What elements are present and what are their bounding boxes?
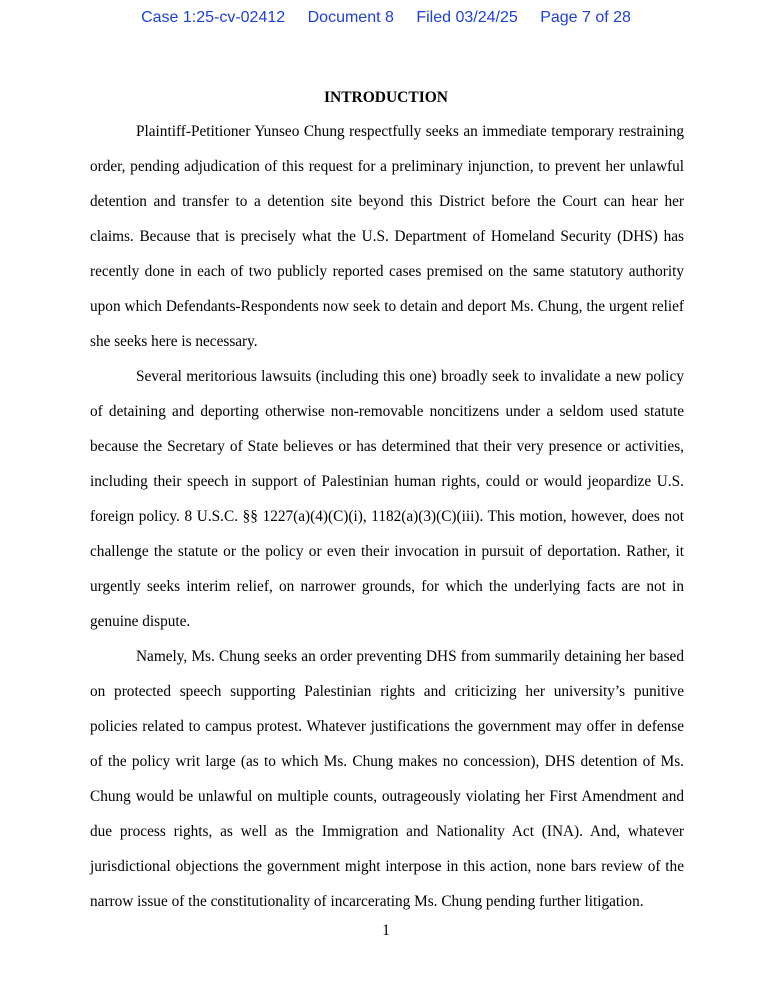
document-number: Document 8: [307, 9, 394, 26]
section-heading: INTRODUCTION: [323, 89, 448, 106]
case-number: Case 1:25-cv-02412: [141, 9, 286, 26]
page-number: 1: [382, 922, 390, 939]
page-indicator: Page 7 of 28: [540, 9, 631, 26]
paragraph-2: Several meritorious lawsuits (including this one) broadly seek to invalidate a new policy of detaining and deporting otherwise non-removable noncitizens under a seldom used statute because the Secretary of State believes or has determined that their very presence or activities, including their speech in support of Palestinian human rights, could or would jeopardize U.S. foreign policy. 8 U.S.C. §§ 1227(a)(4)(C)(i), 1182(a)(3)(C)(iii). This motion, however, does not challenge the statute or the policy or even their invocation in pursuit of deportation. Rather, it urgently seeks interim relief, on narrower grounds, for which the underlying facts are not in genuine dispute.: [90, 368, 684, 630]
body-text: [90, 114, 684, 919]
filed-date: Filed 03/24/25: [416, 9, 518, 26]
ecf-filing-header: [0, 9, 772, 27]
paragraph-3: Namely, Ms. Chung seeks an order preventing DHS from summarily detaining her based on protected speech supporting Palestinian rights and criticizing her university’s punitive policies related to campus protest. Whatever justifications the government may offer in defense of the policy writ large (as to which Ms. Chung makes no concession), DHS detention of Ms. Chung would be unlawful on multiple counts, outrageously violating her First Amendment and due process rights, as well as the Immigration and Nationality Act (INA). And, whatever jurisdictional objections the government might interpose in this action, none bars review of the narrow issue of the constitutionality of incarcerating Ms. Chung pending further litigation.: [90, 648, 684, 910]
paragraph-1: Plaintiff-Petitioner Yunseo Chung respectfully seeks an immediate temporary restraining order, pending adjudication of this request for a preliminary injunction, to prevent her unlawful detention and transfer to a detention site beyond this District before the Court can hear her claims. Because that is precisely what the U.S. Department of Homeland Security (DHS) has recently done in each of two publicly reported cases premised on the same statutory authority upon which Defendants-Respondents now seek to detain and deport Ms. Chung, the urgent relief she seeks here is necessary.: [90, 123, 684, 350]
